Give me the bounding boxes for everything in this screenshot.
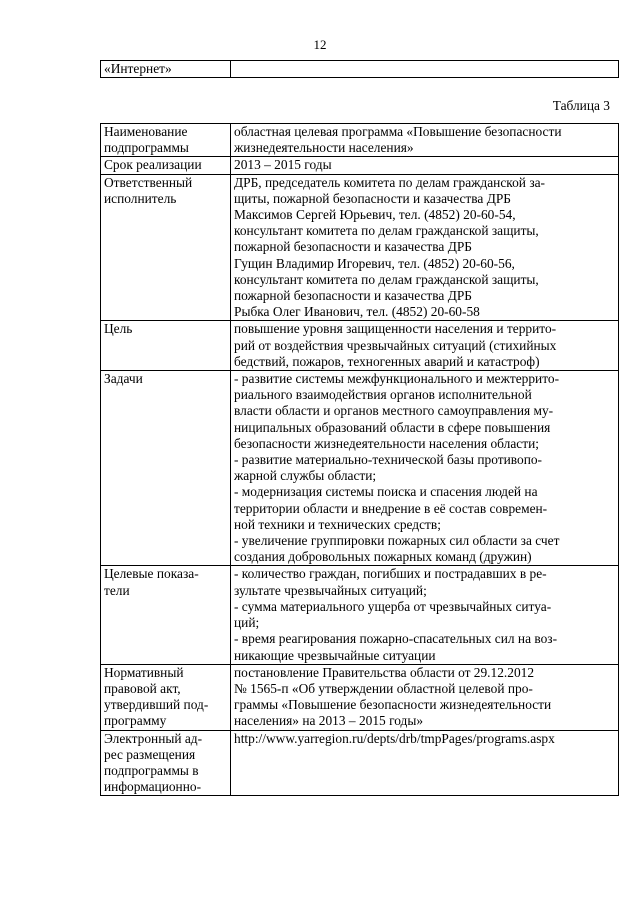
row-label-line: Цель (104, 321, 133, 337)
row-value-line: Максимов Сергей Юрьевич, тел. (4852) 20-60-54, (234, 207, 516, 223)
row-label-line: тели (104, 582, 130, 598)
row-label-line: программу (104, 713, 167, 729)
row-value-line: рий от воздействия чрезвычайных ситуаций (стихийных (234, 337, 557, 353)
row-value-line: консультант комитета по делам гражданской защиты, (234, 271, 539, 287)
row-label (101, 124, 231, 157)
row-label (101, 371, 231, 566)
row-value-line: - количество граждан, погибших и пострадавших в ре- (234, 566, 547, 582)
row-value-line: жарной службы области; (234, 468, 377, 484)
row-value-line: http://www.yarregion.ru/depts/drb/tmpPages/programs.aspx (234, 730, 555, 746)
row-value-line: щиты, пожарной безопасности и казачества ДРБ (234, 190, 511, 206)
row-value-line: - развитие материально-технической базы противопо- (234, 452, 543, 468)
row-value (231, 321, 619, 371)
row-value-line: никающие чрезвычайные ситуации (234, 647, 436, 663)
row-value-line: Гущин Владимир Игоревич, тел. (4852) 20-60-56, (234, 255, 515, 271)
row-value-line: жизнедеятельности населения» (234, 140, 414, 156)
row-label-line: Срок реализации (104, 157, 202, 173)
row-label-line: утвердивший под- (104, 697, 209, 713)
row-value-line: безопасности жизнедеятельности населения области; (234, 435, 539, 451)
row-label-line: подпрограммы (104, 140, 189, 156)
row-value-line: зультате чрезвычайных ситуаций; (234, 582, 427, 598)
row-value-line: областная целевая программа «Повышение безопасности (234, 124, 562, 139)
row-value-line: Рыбка Олег Иванович, тел. (4852) 20-60-58 (234, 304, 480, 320)
table-row (101, 321, 619, 371)
row-value-line: 2013 – 2015 годы (234, 157, 332, 173)
row-label-line: Наименование (104, 124, 188, 139)
row-value-line: - развитие системы межфункционального и межтеррито- (234, 371, 560, 387)
continued-table-fragment (100, 60, 619, 78)
row-value-line: ниципальных образований области в сфере повышения (234, 419, 551, 435)
row-label (101, 157, 231, 174)
table-row (101, 174, 619, 321)
table-body (101, 124, 619, 796)
table-caption: Таблица 3 (552, 98, 610, 113)
row-value-line: территории области и внедрение в её состав современ- (234, 500, 548, 516)
row-value-line: населения» на 2013 – 2015 годы» (234, 713, 424, 729)
row-value (231, 174, 619, 321)
table-row (101, 664, 619, 730)
row-value-line: пожарной безопасности и казачества ДРБ (234, 288, 472, 304)
row-label-line: правовой акт, (104, 680, 181, 696)
row-value-line: повышение уровня защищенности населения и террито- (234, 321, 557, 337)
row-value-line: риального взаимодействия органов исполнительной (234, 387, 532, 403)
row-label: «Интернет» (101, 61, 231, 78)
table-row (101, 157, 619, 174)
row-label (101, 664, 231, 730)
row-value-line: создания добровольных пожарных команд (дружин) (234, 549, 532, 565)
row-value (231, 664, 619, 730)
row-label-line: рес размещения (104, 746, 196, 762)
row-label-line: Нормативный (104, 664, 184, 680)
row-value (231, 566, 619, 664)
table-row (101, 124, 619, 157)
row-label-line: подпрограммы в (104, 762, 199, 778)
row-value (231, 730, 619, 796)
table-row (101, 730, 619, 796)
row-label-line: Целевые показа- (104, 566, 199, 582)
row-value (231, 157, 619, 174)
row-value-line: ций; (234, 615, 260, 631)
row-label-line: информационно- (104, 779, 202, 795)
row-value-line: ДРБ, председатель комитета по делам гражданской за- (234, 174, 546, 190)
table-row (101, 371, 619, 566)
row-value (231, 124, 619, 157)
row-value-line: консультант комитета по делам гражданской защиты, (234, 223, 539, 239)
row-value (231, 61, 619, 78)
row-value-line: ной техники и технических средств; (234, 516, 441, 532)
row-label (101, 174, 231, 321)
row-value (231, 371, 619, 566)
row-value-line: - модернизация системы поиска и спасения людей на (234, 484, 538, 500)
row-label-line: Электронный ад- (104, 730, 203, 746)
row-value-line: власти области и органов местного самоуправления му- (234, 403, 554, 419)
row-value-line: - увеличение группировки пожарных сил области за счет (234, 533, 560, 549)
subprogram-passport-table (100, 123, 619, 796)
table-row (101, 566, 619, 664)
row-value-line: постановление Правительства области от 29.12.2012 (234, 664, 535, 680)
page-number: 12 (313, 37, 327, 52)
row-value-line: бедствий, пожаров, техногенных аварий и катастроф) (234, 353, 540, 369)
row-label-line: исполнитель (104, 190, 177, 206)
row-value-line: № 1565-п «Об утверждении областной целевой про- (234, 680, 533, 696)
row-value-line: пожарной безопасности и казачества ДРБ (234, 239, 472, 255)
row-label (101, 566, 231, 664)
row-value-line: - время реагирования пожарно-спасательных сил на воз- (234, 631, 558, 647)
row-label-line: Ответственный (104, 174, 193, 190)
row-value-line: - сумма материального ущерба от чрезвычайных ситуа- (234, 598, 552, 614)
row-label (101, 730, 231, 796)
row-value-line: граммы «Повышение безопасности жизнедеятельности (234, 697, 552, 713)
row-label-line: Задачи (104, 371, 143, 387)
row-label (101, 321, 231, 371)
table-row (101, 61, 619, 78)
